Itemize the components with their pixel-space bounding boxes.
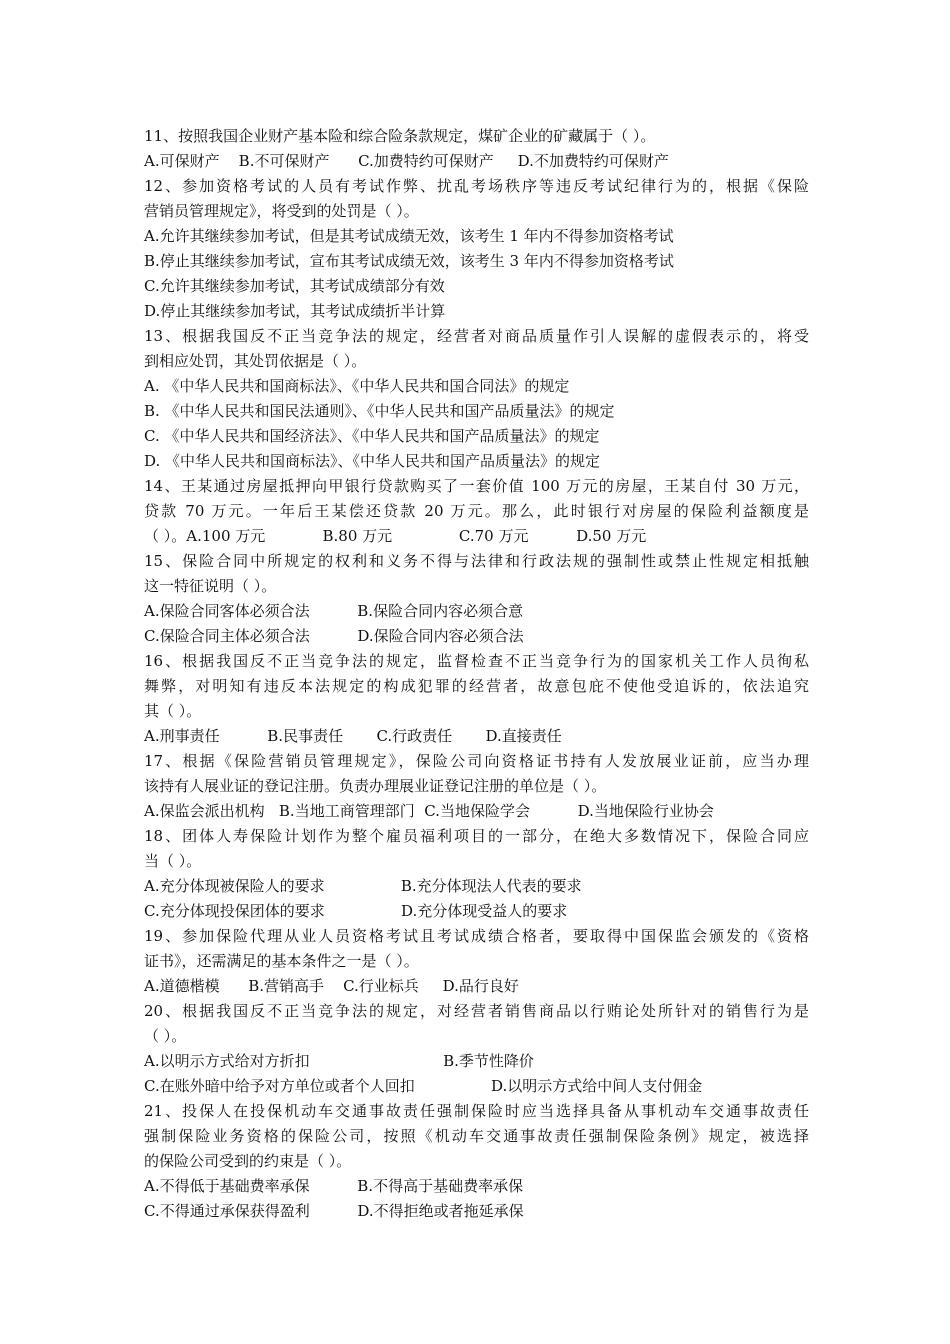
question-18-stem-line-2: 当（ ）。: [144, 852, 202, 870]
question-19-stem-line-1: 19、参加保险代理从业人员资格考试且考试成绩合格者，要取得中国保监会颁发的《资格: [144, 927, 809, 945]
question-21-stem-line-3: 的保险公司受到的约束是（ ）。: [144, 1152, 352, 1170]
question-21-options-ab: A.不得低于基础费率承保 B.不得高于基础费率承保: [144, 1177, 524, 1195]
question-21-options-cd: C.不得通过承保获得盈利 D.不得拒绝或者拖延承保: [144, 1202, 524, 1220]
question-15-options-cd: C.保险合同主体必须合法 D.保险合同内容必须合法: [144, 627, 524, 645]
question-13-option-d: D. 《中华人民共和国商标法》、《中华人民共和国产品质量法》的规定: [144, 452, 601, 470]
question-13-stem-line-2: 到相应处罚，其处罚依据是（ ）。: [144, 352, 367, 370]
question-11-options: A.可保财产 B.不可保财产 C.加费特约可保财产 D.不加费特约可保财产: [144, 152, 669, 170]
question-13-stem-line-1: 13、根据我国反不正当竞争法的规定，经营者对商品质量作引人误解的虚假表示的，将受: [144, 327, 809, 345]
question-18-stem-line-1: 18、团体人寿保险计划作为整个雇员福利项目的一部分，在绝大多数情况下，保险合同应: [144, 827, 809, 845]
question-14-options: （ ）。A.100 万元 B.80 万元 C.70 万元 D.50 万元: [144, 527, 647, 545]
question-20-stem-line-1: 20、根据我国反不正当竞争法的规定，对经营者销售商品以行贿论处所针对的销售行为是: [144, 1002, 809, 1020]
question-16-stem-line-2: 舞弊，对明知有违反本法规定的构成犯罪的经营者，故意包庇不使他受追诉的，依法追究: [144, 677, 809, 695]
question-20-options-cd: C.在账外暗中给予对方单位或者个人回扣 D.以明示方式给中间人支付佣金: [144, 1077, 703, 1095]
question-13-option-c: C. 《中华人民共和国经济法》、《中华人民共和国产品质量法》的规定: [144, 427, 600, 445]
question-21-stem-line-1: 21、投保人在投保机动车交通事故责任强制保险时应当选择具备从事机动车交通事故责任: [144, 1102, 809, 1120]
question-21-stem-line-2: 强制保险业务资格的保险公司，按照《机动车交通事故责任强制保险条例》规定，被选择: [144, 1127, 809, 1145]
question-12-stem-line-1: 12、参加资格考试的人员有考试作弊、扰乱考场秩序等违反考试纪律行为的，根据《保险: [144, 177, 809, 195]
question-12-option-d: D.停止其继续参加考试，其考试成绩折半计算: [144, 302, 446, 320]
question-17-stem-line-2: 该持有人展业证的登记注册。负责办理展业证登记注册的单位是（ ）。: [144, 777, 607, 795]
question-13-option-a: A. 《中华人民共和国商标法》、《中华人民共和国合同法》的规定: [144, 377, 570, 395]
question-11-stem: 11、按照我国企业财产基本险和综合险条款规定，煤矿企业的矿藏属于（ ）。: [144, 127, 656, 145]
question-15-stem-line-1: 15、保险合同中所规定的权利和义务不得与法律和行政法规的强制性或禁止性规定相抵触: [144, 552, 809, 570]
question-14-stem-line-1: 14、王某通过房屋抵押向甲银行贷款购买了一套价值 100 万元的房屋，王某自付 30 万元，: [144, 477, 809, 495]
question-14-stem-line-2: 贷款 70 万元。一年后王某偿还贷款 20 万元。那么，此时银行对房屋的保险利益额度是: [144, 502, 809, 520]
question-15-stem-line-2: 这一特征说明（ ）。: [144, 577, 277, 595]
question-16-stem-line-3: 其（ ）。: [144, 702, 202, 720]
document-body: [144, 124, 809, 1224]
question-12-option-b: B.停止其继续参加考试，宣布其考试成绩无效，该考生 3 年内不得参加资格考试: [144, 252, 674, 270]
question-19-options: A.道德楷模 B.营销高手 C.行业标兵 D.品行良好: [144, 977, 519, 995]
question-20-options-ab: A.以明示方式给对方折扣 B.季节性降价: [144, 1052, 534, 1070]
question-16-options: A.刑事责任 B.民事责任 C.行政责任 D.直接责任: [144, 727, 562, 745]
question-15-options-ab: A.保险合同客体必须合法 B.保险合同内容必须合意: [144, 602, 524, 620]
question-20-stem-line-2: （ ）。: [144, 1027, 187, 1045]
question-12-stem-line-2: 营销员管理规定》，将受到的处罚是（ ）。: [144, 202, 419, 220]
question-19-stem-line-2: 证书》，还需满足的基本条件之一是（ ）。: [144, 952, 419, 970]
question-17-options: A.保监会派出机构 B.当地工商管理部门 C.当地保险学会 D.当地保险行业协会: [144, 802, 714, 820]
question-17-stem-line-1: 17、根据《保险营销员管理规定》，保险公司向资格证书持有人发放展业证前，应当办理: [144, 752, 809, 770]
question-12-option-c: C.允许其继续参加考试，其考试成绩部分有效: [144, 277, 445, 295]
question-16-stem-line-1: 16、根据我国反不正当竞争法的规定，监督检查不正当竞争行为的国家机关工作人员徇私: [144, 652, 809, 670]
question-18-options-cd: C.充分体现投保团体的要求 D.充分体现受益人的要求: [144, 902, 568, 920]
question-12-option-a: A.允许其继续参加考试，但是其考试成绩无效，该考生 1 年内不得参加资格考试: [144, 227, 674, 245]
question-18-options-ab: A.充分体现被保险人的要求 B.充分体现法人代表的要求: [144, 877, 582, 895]
question-13-option-b: B. 《中华人民共和国民法通则》、《中华人民共和国产品质量法》的规定: [144, 402, 615, 420]
